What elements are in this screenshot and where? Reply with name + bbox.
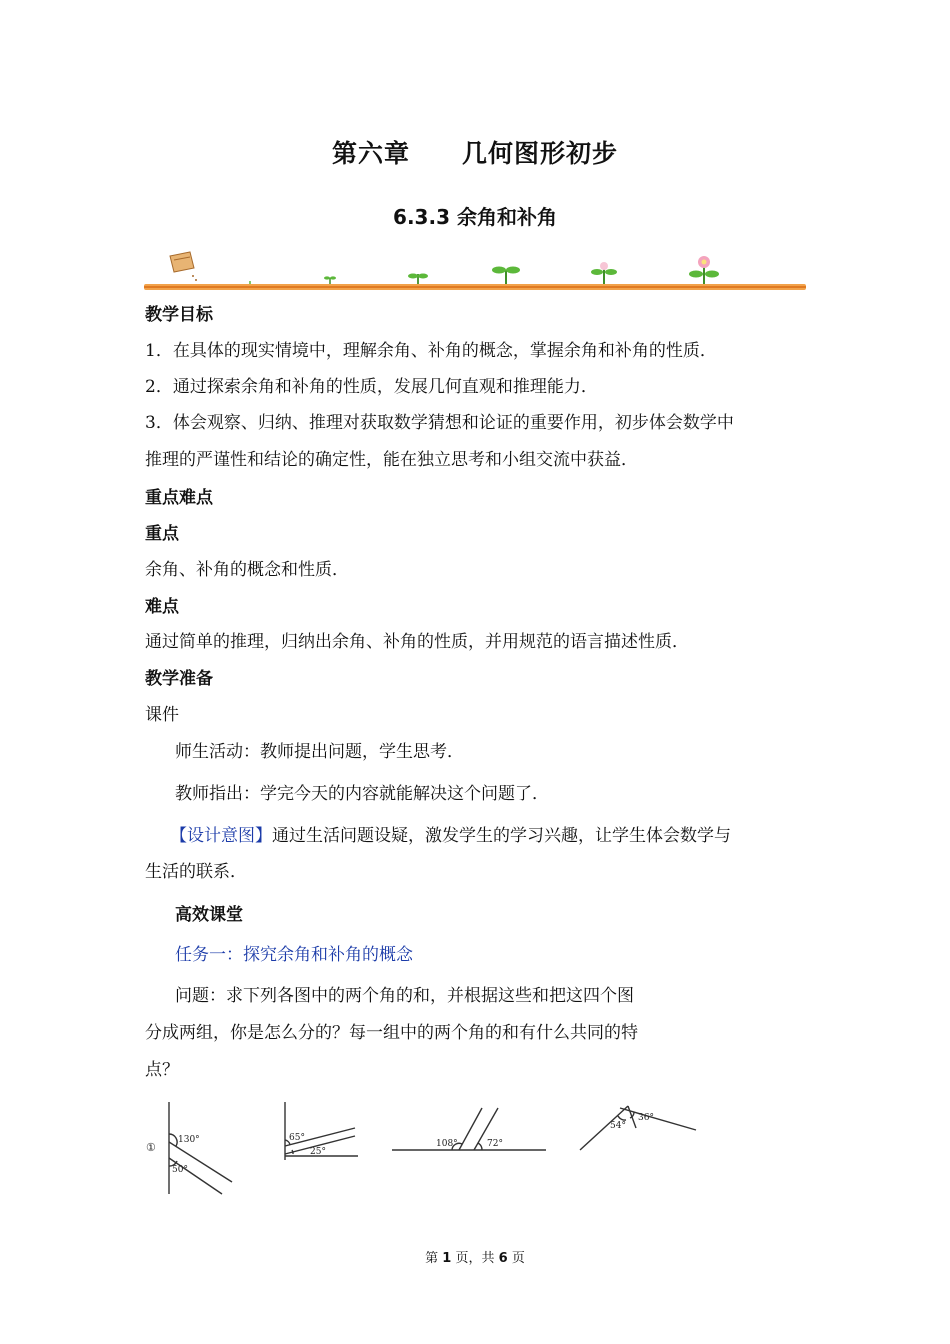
figure-1	[169, 1102, 232, 1194]
figure-3-angle-a: 108°	[436, 1139, 458, 1149]
question-line-3: 点？	[145, 1060, 179, 1080]
teacher-note: 教师指出：学完今天的内容就能解决这个问题了．	[175, 784, 549, 804]
design-intent-text: 通过生活问题设疑，激发学生的学习兴趣，让学生体会数学与	[272, 826, 731, 846]
figure-1-marker: ①	[146, 1141, 156, 1154]
difficult-heading: 难点	[145, 597, 179, 617]
chapter-label: 第六章	[331, 139, 410, 168]
design-intent-text-continued: 生活的联系．	[145, 862, 247, 882]
classroom-heading: 高效课堂	[175, 905, 243, 925]
objectives-heading: 教学目标	[145, 305, 213, 325]
question-line-1: 问题：求下列各图中的两个角的和，并根据这些和把这四个图	[175, 986, 634, 1006]
chapter-name: 几何图形初步	[462, 139, 619, 168]
objective-item-1: 1．在具体的现实情境中，理解余角、补角的概念，掌握余角和补角的性质．	[145, 341, 717, 361]
design-intent-tag: 【设计意图】	[170, 826, 272, 846]
question-line-2: 分成两组，你是怎么分的？每一组中的两个角的和有什么共同的特	[145, 1023, 638, 1043]
sprout-banner-image	[144, 248, 806, 294]
figure-2-angle-a: 65°	[289, 1133, 305, 1143]
angle-figures	[140, 1098, 720, 1202]
footer-prefix: 第	[425, 1251, 439, 1266]
page-footer	[0, 1247, 950, 1266]
preparation-item: 课件	[145, 705, 179, 725]
figure-3	[392, 1108, 546, 1150]
figure-1-angle-a: 130°	[178, 1135, 200, 1145]
key-points-heading: 重点难点	[145, 488, 213, 508]
footer-suffix: 页	[511, 1251, 525, 1266]
design-intent-line	[170, 824, 731, 848]
seed-bag-icon	[170, 252, 197, 281]
figure-2-angle-b: 25°	[310, 1147, 326, 1157]
footer-page-number: 1	[442, 1251, 452, 1266]
key-heading: 重点	[145, 524, 179, 544]
difficult-text: 通过简单的推理，归纳出余角、补角的性质，并用规范的语言描述性质．	[145, 632, 689, 652]
chapter-title	[0, 134, 950, 170]
task-title: 任务一：探究余角和补角的概念	[175, 945, 413, 965]
objective-item-2: 2．通过探索余角和补角的性质，发展几何直观和推理能力．	[145, 377, 598, 397]
figure-3-angle-b: 72°	[487, 1139, 503, 1149]
footer-middle: 页，共	[455, 1251, 495, 1266]
figure-4-angle-a: 54°	[610, 1121, 626, 1131]
section-title: 6.3.3 余角和补角	[393, 205, 557, 229]
figure-1-angle-b: 50°	[172, 1165, 188, 1175]
key-text: 余角、补角的概念和性质．	[145, 560, 349, 580]
preparation-heading: 教学准备	[145, 669, 213, 689]
objective-item-3: 3．体会观察、归纳、推理对获取数学猜想和论证的重要作用，初步体会数学中	[145, 413, 734, 433]
footer-total-pages: 6	[498, 1251, 508, 1266]
activity-text: 师生活动：教师提出问题，学生思考．	[175, 742, 464, 762]
objective-item-3-continued: 推理的严谨性和结论的确定性，能在独立思考和小组交流中获益．	[145, 450, 638, 470]
figure-4-angle-b: 36°	[638, 1113, 654, 1123]
